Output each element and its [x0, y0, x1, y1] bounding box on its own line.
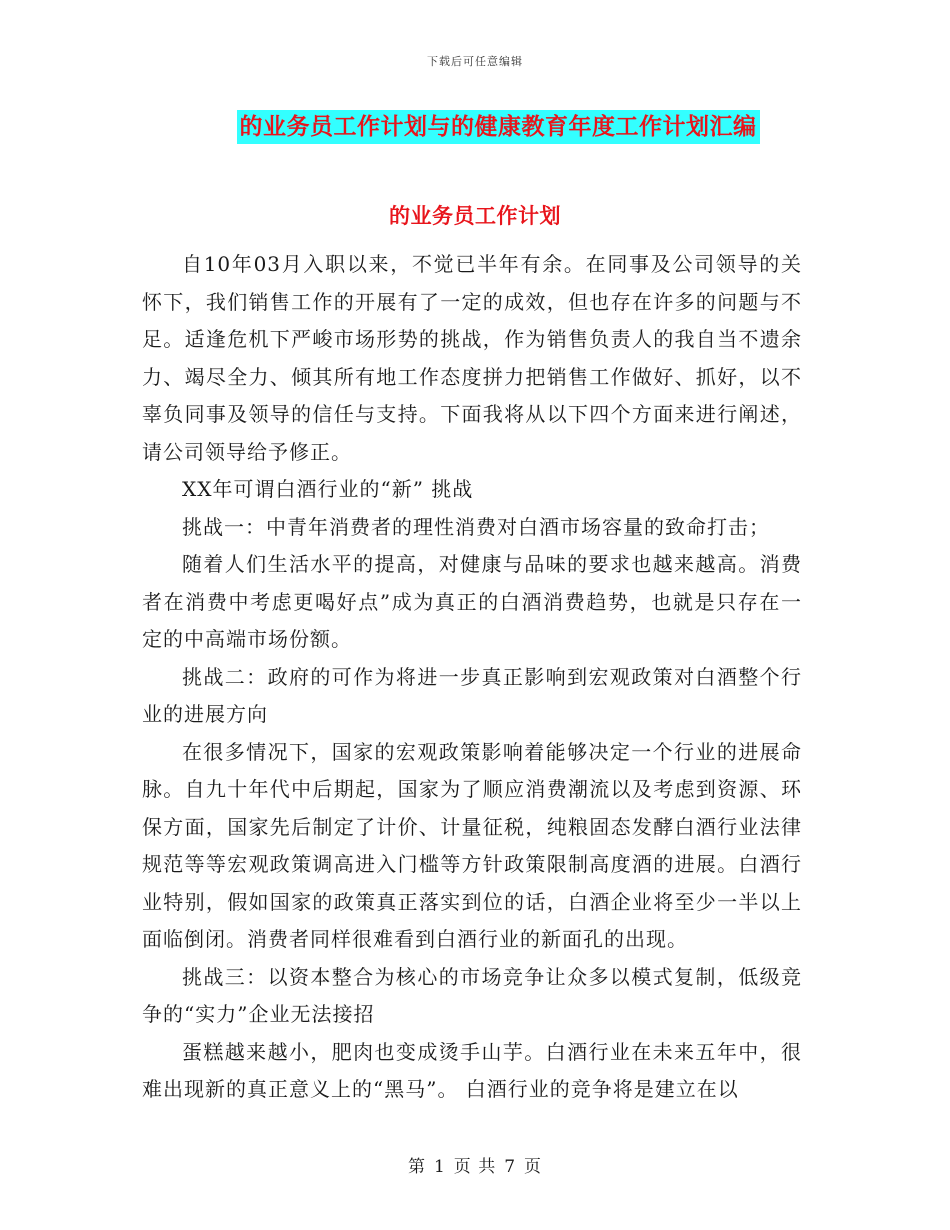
page-prefix: 第	[407, 1157, 426, 1177]
body-text	[142, 246, 802, 1109]
doc-title: 的业务员工作计划与的健康教育年度工作计划汇编	[237, 110, 760, 144]
page-suffix: 页	[524, 1157, 543, 1177]
paragraph: 在很多情况下，国家的宏观政策影响着能够决定一个行业的进展命脉。自九十年代中后期起，国家为了顺应消费潮流以及考虑到资源、环保方面，国家先后制定了计价、计量征税，纯粮固态发酵白酒行业法律规范等等宏观政策调高进入门槛等方针政策限制高度酒的进展。白酒行业特别，假如国家的政策真正落实到位的话，白酒企业将至少一半以上面临倒闭。消费者同样很难看到白酒行业的新面孔的出现。	[142, 739, 802, 951]
paragraph: 挑战二：政府的可作为将进一步真正影响到宏观政策对白酒整个行业的进展方向	[142, 664, 802, 726]
section-title: 的业务员工作计划	[389, 204, 561, 228]
page-number: 1	[433, 1157, 446, 1177]
page-mid: 页 共	[453, 1157, 497, 1177]
paragraph: 挑战一：中青年消费者的理性消费对白酒市场容量的致命打击；	[182, 514, 770, 539]
paragraph: XX年可谓白酒行业的“新” 挑战	[182, 477, 474, 501]
page-footer	[0, 1152, 950, 1177]
paragraph: 自10年03月入职以来，不觉已半年有余。在同事及公司领导的关怀下，我们销售工作的开展有了一定的成效，但也存在许多的问题与不足。适逢危机下严峻市场形势的挑战，作为销售负责人的我自当不遗余力、竭尽全力、倾其所有地工作态度拼力把销售工作做好、抓好，以不辜负同事及领导的信任与支持。下面我将从以下四个方面来进行阐述，请公司领导给予修正。	[142, 252, 802, 464]
paragraph: 挑战三：以资本整合为核心的市场竞争让众多以模式复制，低级竞争的“实力”企业无法接招	[142, 964, 802, 1026]
paragraph: 随着人们生活水平的提高，对健康与品味的要求也越来越高。消费者在消费中考虑更喝好点”成为真正的白酒消费趋势，也就是只存在一定的中高端市场份额。	[142, 552, 802, 651]
doc-title-wrap	[0, 110, 950, 144]
paragraph: 蛋糕越来越小，肥肉也变成烫手山芋。白酒行业在未来五年中，很难出现新的真正意义上的“黑马”。 白酒行业的竞争将是建立在以	[142, 1039, 802, 1101]
page-total: 7	[504, 1157, 517, 1177]
header-note: 下载后可任意编辑	[427, 55, 523, 68]
